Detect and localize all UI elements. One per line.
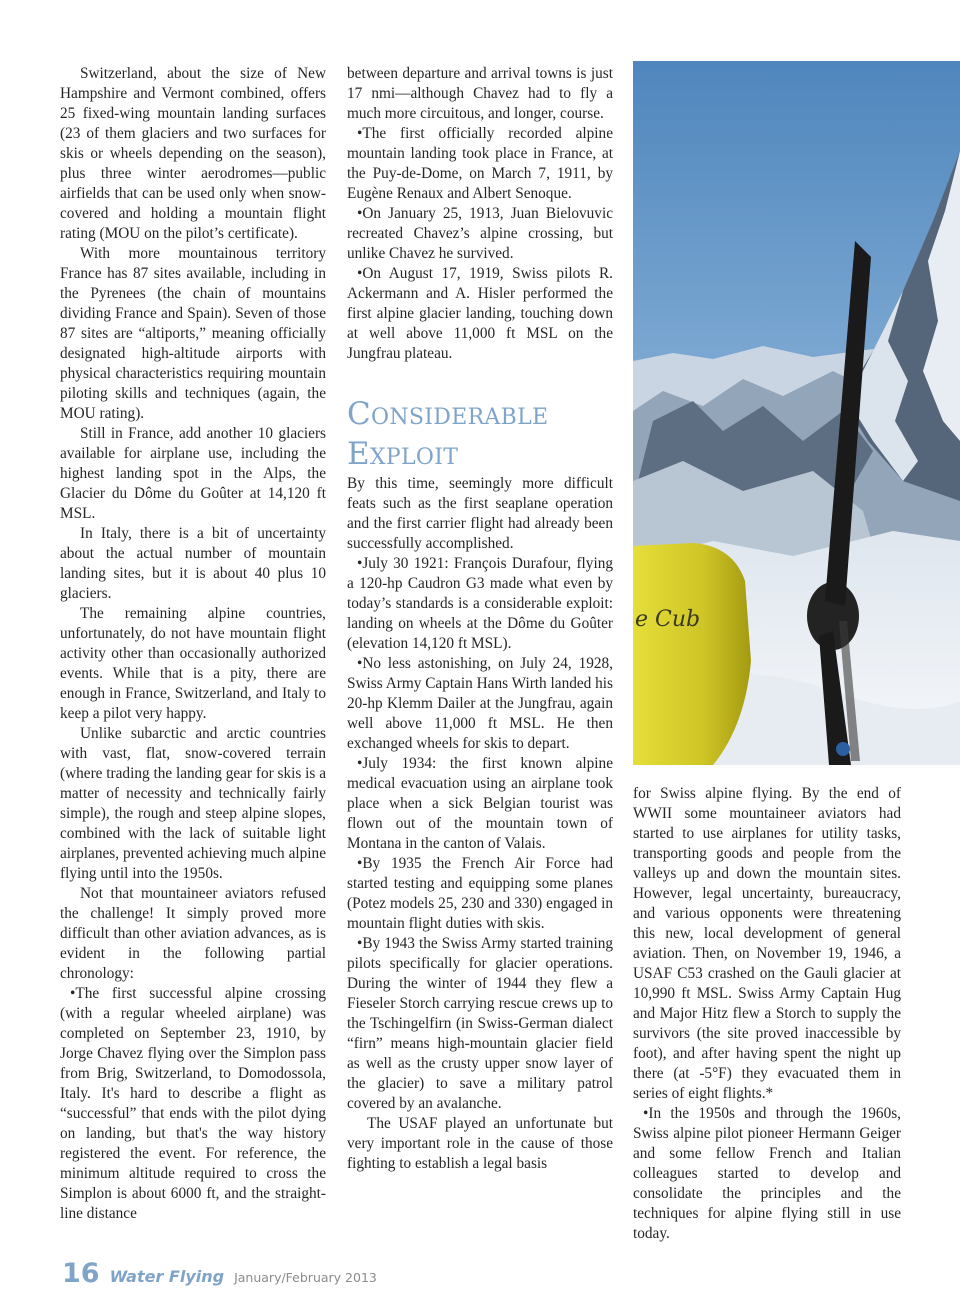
- paragraph: Unlike subarctic and arctic countries with vast, flat, snow-covered terrain (where trading the landing gear for skis is a matter of necessity and technically fairly simple), the rough and steep alpine slopes, combined with the lack of suitable light airplanes, prevented achieving much alpine flying until into the 1950s.: [60, 725, 326, 882]
- chronology-item: •July 1934: the first known alpine medical evacuation using an airplane took place when a sick Belgian tourist was flown out of the mountain town of Montana in the canton of Valais.: [347, 755, 613, 852]
- paragraph: Still in France, add another 10 glaciers available for airplane use, including the highest landing spot in the Alps, the Glacier du Dôme du Goûter at 14,120 ft MSL.: [60, 425, 326, 522]
- paragraph: The USAF played an unfortunate but very important role in the cause of those fighting to establish a legal basis: [347, 1115, 613, 1172]
- alpine-airplane-photo: [633, 61, 960, 765]
- chronology-item: •The first successful alpine crossing (with a regular wheeled airplane) was completed on September 23, 1910, by Jorge Chavez flying over the Simplon pass from Brig, Switzerland, to Domodossola, Italy. It's hard to describe a flight as “successful” that ends with the pilot dying on landing, but that's the way history registered the event. For reference, the minimum altitude required to cross the Simplon is about 6000 ft, and the straight-line distance: [60, 985, 326, 1222]
- paragraph: Switzerland, about the size of New Hampshire and Vermont combined, offers 25 fixed-wing mountain landing surfaces (23 of them glaciers and two surfaces for skis or wheels depending on the season), plus three winter aerodromes—public airfields that can be used only when snow-covered and holding a mountain flight rating (MOU on the pilot’s certificate).: [60, 65, 326, 242]
- magazine-name: Water Flying: [109, 1267, 225, 1286]
- issue-date: January/February 2013: [234, 1270, 377, 1285]
- chronology-item: •In the 1950s and through the 1960s, Swiss alpine pilot pioneer Hermann Geiger and some fellow French and Italian colleagues started to develop and consolidate the principles and the techniques for alpine flying still in use today.: [633, 1105, 901, 1242]
- chronology-item: •The first officially recorded alpine mountain landing took place in France, at the Puy-de-Dome, on March 7, 1911, by Eugène Renaux and Albert Senoque.: [347, 125, 613, 202]
- paragraph: The remaining alpine countries, unfortunately, do not have mountain flight activity other than occasionally authorized events. While that is a pity, there are enough in France, Switzerland, and Italy to keep a pilot very happy.: [60, 605, 326, 722]
- section-heading: Considerable Exploit: [347, 396, 549, 472]
- article-column-1: [60, 64, 326, 1224]
- paragraph: With more mountainous territory France has 87 sites available, including in the Pyrenees (the chain of mountains dividing France and Spain). Seven of those 87 sites are “altiports,” meaning officially designated high-altitude airports with physical characteristics requiring mountain piloting skills and techniques (again, the MOU rating).: [60, 245, 326, 422]
- page-footer: [62, 1258, 377, 1292]
- chronology-item: •On January 25, 1913, Juan Bielovuvic recreated Chavez’s alpine crossing, but unlike Chavez he survived.: [347, 205, 613, 262]
- article-column-2: [347, 64, 613, 1174]
- paragraph: for Swiss alpine flying. By the end of WWII some mountaineer aviators had started to use airplanes for utility tasks, transporting goods and people from the valleys up and down the mountain sites. However, legal uncertainty, bureaucracy, and various opponents were threatening this new, local development of general aviation. Then, on November 19, 1946, a USAF C53 crashed on the Gauli glacier at 10,990 ft MSL. Swiss Army Captain Hug and Major Hitz flew a Storch to supply the survivors (the site proved inaccessible by foot), and after having spent the night up there (at -5°F) they evacuated them in series of eight flights.*: [633, 785, 901, 1102]
- chronology-item: •On August 17, 1919, Swiss pilots R. Ackermann and A. Hisler performed the first alpine glacier landing, touching down at well above 11,000 ft MSL on the Jungfrau plateau.: [347, 265, 613, 362]
- paragraph: between departure and arrival towns is just 17 nmi—although Chavez had to fly a much more circuitous, and longer, course.: [347, 65, 613, 122]
- chronology-item: •By 1943 the Swiss Army started training pilots specifically for glacier operations. During the winter of 1944 they flew a Fieseler Storch carrying rescue crews up to the Tschingelfirn (in Swiss-German dialect “firn” means high-mountain glacier field as well as the crusty upper snow layer of the glacier) to save a military patrol covered by an avalanche.: [347, 935, 613, 1112]
- chronology-item: •By 1935 the French Air Force had started testing and equipping some planes (Potez models 25, 230 and 330) engaged in mountain flight duties with skis.: [347, 855, 613, 932]
- paragraph: In Italy, there is a bit of uncertainty about the actual number of mountain landing sites, but it is about 40 plus 10 glaciers.: [60, 525, 326, 602]
- paragraph: By this time, seemingly more difficult feats such as the first seaplane operation and the first carrier flight had already been successfully accomplished.: [347, 475, 613, 552]
- cowling-logo-text: e Cub: [635, 607, 701, 632]
- page-number: 16: [62, 1258, 100, 1289]
- article-column-3: [633, 784, 901, 1244]
- paragraph: Not that mountaineer aviators refused the challenge! It simply proved more difficult than other aviation advances, as is evident in the following partial chronology:: [60, 885, 326, 982]
- chronology-item: •July 30 1921: François Durafour, flying a 120-hp Caudron G3 made what even by today’s standards is a considerable exploit: landing on wheels at the Dôme du Goûter (elevation 14,120 ft MSL).: [347, 555, 613, 652]
- chronology-item: •No less astonishing, on July 24, 1928, Swiss Army Captain Hans Wirth landed his 20-hp Klemm Dailer at the Jungfrau, again well above 11,000 ft MSL. He then exchanged wheels for skis to depart.: [347, 655, 613, 752]
